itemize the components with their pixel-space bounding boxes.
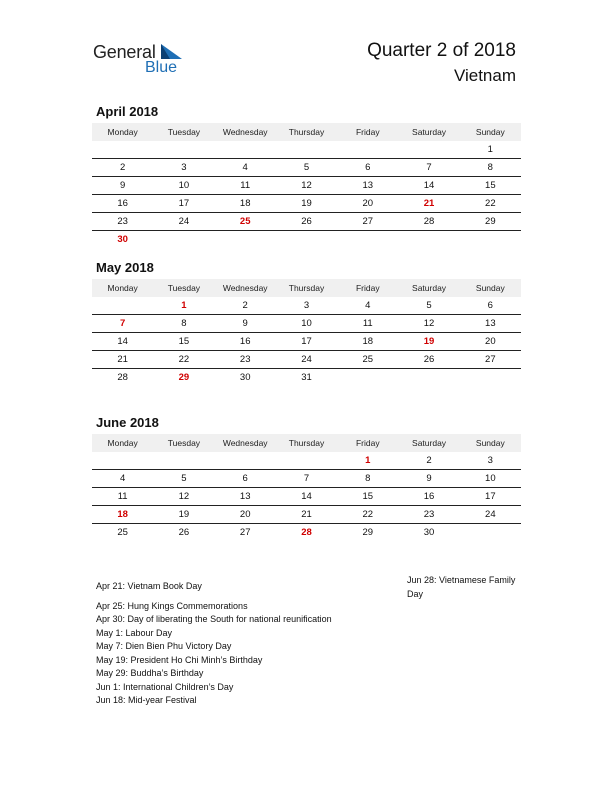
day-cell: 10 — [178, 180, 190, 191]
day-cell: 2 — [426, 455, 432, 466]
weekday-header — [92, 434, 521, 452]
weekday-label: Tuesday — [167, 127, 201, 137]
holiday-note: Jun 1: International Children’s Day — [96, 681, 234, 692]
weekday-label: Sunday — [475, 438, 505, 448]
day-cell: 27 — [362, 216, 374, 227]
week-row — [92, 159, 521, 177]
day-cell: 26 — [178, 527, 190, 538]
weekday-label: Wednesday — [222, 283, 268, 293]
day-cell: 1 — [487, 144, 493, 155]
day-cell: 12 — [301, 180, 312, 191]
month-title: April 2018 — [96, 104, 159, 119]
holiday-note: Apr 30: Day of liberating the South for national reunification — [96, 614, 332, 624]
holiday-day-cell: 19 — [423, 336, 435, 347]
day-cell: 22 — [485, 198, 496, 209]
day-cell: 23 — [239, 354, 251, 365]
holiday-note: Apr 25: Hung Kings Commemorations — [96, 600, 248, 611]
holiday-day-cell: 30 — [117, 234, 128, 245]
day-cell: 27 — [485, 354, 496, 365]
day-cell: 11 — [117, 491, 128, 502]
holiday-note: May 1: Labour Day — [96, 627, 173, 638]
holiday-day-cell: 28 — [301, 527, 312, 538]
weekday-label: Monday — [107, 283, 138, 293]
day-cell: 5 — [181, 473, 187, 484]
day-cell: 15 — [178, 336, 190, 347]
weekday-label: Friday — [355, 283, 380, 293]
day-cell: 5 — [303, 162, 310, 173]
day-cell: 2 — [242, 300, 248, 311]
holiday-day-cell: 1 — [181, 300, 187, 311]
day-cell: 12 — [178, 491, 190, 502]
day-cell: 25 — [117, 527, 128, 538]
weekday-label: Wednesday — [222, 127, 268, 137]
day-cell: 19 — [178, 509, 190, 520]
weekday-label: Thursday — [288, 127, 325, 137]
day-cell: 27 — [239, 527, 251, 538]
weekday-label: Tuesday — [167, 283, 201, 293]
holiday-note: Apr 21: Vietnam Book Day — [96, 581, 202, 591]
day-cell: 17 — [301, 336, 312, 347]
weekday-label: Thursday — [288, 283, 325, 293]
weekday-label: Saturday — [412, 283, 447, 293]
month-june — [92, 414, 521, 541]
day-cell: 9 — [119, 180, 126, 191]
day-cell: 22 — [178, 354, 190, 365]
day-cell: 20 — [362, 198, 374, 209]
weekday-header — [92, 123, 521, 141]
day-cell: 15 — [485, 180, 496, 191]
weekday-label: Tuesday — [167, 438, 201, 448]
day-cell: 9 — [242, 318, 248, 329]
day-cell: 14 — [301, 491, 312, 502]
brand-logo — [93, 40, 193, 80]
day-cell: 29 — [485, 216, 496, 227]
weekday-label: Sunday — [475, 283, 505, 293]
day-cell: 14 — [423, 180, 435, 191]
weekday-label: Monday — [107, 127, 138, 137]
weekday-label: Friday — [355, 438, 380, 448]
day-cell: 21 — [117, 354, 128, 365]
day-cell: 26 — [423, 354, 435, 365]
day-cell: 9 — [426, 473, 432, 484]
week-row — [92, 452, 521, 470]
day-cell: 25 — [362, 354, 374, 365]
day-cell: 13 — [362, 180, 374, 191]
weekday-label: Sunday — [475, 127, 505, 137]
logo-text-blue: Blue — [145, 59, 178, 76]
day-cell: 16 — [423, 491, 435, 502]
weekday-label: Thursday — [288, 438, 325, 448]
week-row — [92, 488, 521, 506]
weekday-label: Friday — [355, 127, 380, 137]
day-cell: 4 — [119, 473, 126, 484]
holiday-note: May 19: President Ho Chi Minh’s Birthday — [96, 654, 263, 665]
week-row — [92, 141, 521, 159]
day-cell: 14 — [117, 336, 128, 347]
day-cell: 15 — [362, 491, 374, 502]
day-cell: 24 — [178, 216, 190, 227]
week-row — [92, 506, 521, 524]
country-subtitle: Vietnam — [453, 66, 516, 85]
holiday-notes-extra — [407, 574, 517, 601]
day-cell: 18 — [239, 198, 251, 209]
week-row — [92, 351, 521, 369]
holiday-note: May 29: Buddha’s Birthday — [96, 668, 204, 678]
week-row — [92, 297, 521, 315]
week-row — [92, 333, 521, 351]
day-cell: 7 — [303, 473, 310, 484]
month-april — [92, 103, 521, 248]
page-title: Quarter 2 of 2018 — [367, 40, 516, 61]
month-title: June 2018 — [96, 415, 159, 430]
holiday-day-cell: 18 — [117, 509, 128, 520]
holiday-note: May 7: Dien Bien Phu Victory Day — [96, 641, 232, 651]
day-cell: 17 — [485, 491, 496, 502]
day-cell: 17 — [178, 198, 190, 209]
holiday-day-cell: 25 — [239, 216, 251, 227]
day-cell: 4 — [242, 162, 248, 173]
day-cell: 5 — [426, 300, 432, 311]
day-cell: 8 — [487, 162, 493, 173]
day-cell: 30 — [239, 372, 251, 383]
day-cell: 29 — [362, 527, 374, 538]
week-row — [92, 315, 521, 333]
month-title: May 2018 — [96, 260, 154, 275]
weekday-label: Monday — [107, 438, 138, 448]
day-cell: 23 — [423, 509, 435, 520]
day-cell: 23 — [117, 216, 128, 227]
weekday-label: Saturday — [412, 438, 447, 448]
day-cell: 2 — [119, 162, 126, 173]
day-cell: 3 — [181, 162, 187, 173]
day-cell: 24 — [301, 354, 312, 365]
day-cell: 13 — [485, 318, 496, 329]
week-row — [92, 369, 521, 386]
weekday-label: Wednesday — [222, 438, 268, 448]
day-cell: 8 — [181, 318, 187, 329]
day-cell: 16 — [117, 198, 128, 209]
day-cell: 24 — [485, 509, 496, 520]
day-cell: 18 — [362, 336, 374, 347]
week-row — [92, 231, 521, 248]
day-cell: 6 — [242, 473, 248, 484]
holiday-day-cell: 21 — [423, 198, 435, 209]
weekday-header — [92, 279, 521, 297]
holiday-note: Jun 28: Vietnamese Family Day — [407, 575, 516, 599]
day-cell: 12 — [423, 318, 435, 329]
day-cell: 21 — [301, 509, 312, 520]
day-cell: 4 — [365, 300, 371, 311]
day-cell: 3 — [487, 455, 493, 466]
week-row — [92, 195, 521, 213]
week-row — [92, 470, 521, 488]
day-cell: 11 — [362, 318, 373, 329]
week-row — [92, 213, 521, 231]
day-cell: 19 — [301, 198, 312, 209]
day-cell: 20 — [239, 509, 251, 520]
day-cell: 13 — [239, 491, 251, 502]
holiday-day-cell: 1 — [365, 455, 371, 466]
day-cell: 11 — [240, 180, 251, 191]
flag-icon — [161, 44, 183, 60]
day-cell: 7 — [426, 162, 432, 173]
week-row — [92, 177, 521, 195]
day-cell: 20 — [485, 336, 496, 347]
day-cell: 6 — [365, 162, 371, 173]
day-cell: 16 — [239, 336, 251, 347]
day-cell: 10 — [301, 318, 312, 329]
holiday-day-cell: 29 — [178, 372, 190, 383]
weekday-label: Saturday — [412, 127, 447, 137]
day-cell: 22 — [362, 509, 374, 520]
month-may — [92, 259, 521, 386]
holiday-day-cell: 7 — [119, 318, 126, 329]
day-cell: 28 — [423, 216, 435, 227]
day-cell: 31 — [301, 372, 312, 383]
holiday-note: Jun 18: Mid-year Festival — [96, 695, 197, 705]
day-cell: 3 — [303, 300, 310, 311]
day-cell: 28 — [117, 372, 128, 383]
day-cell: 26 — [301, 216, 312, 227]
holiday-notes — [96, 580, 332, 708]
day-cell: 6 — [487, 300, 493, 311]
day-cell: 8 — [365, 473, 371, 484]
week-row — [92, 524, 521, 541]
logo-text-general: General — [93, 42, 156, 62]
day-cell: 10 — [485, 473, 496, 484]
day-cell: 30 — [423, 527, 435, 538]
